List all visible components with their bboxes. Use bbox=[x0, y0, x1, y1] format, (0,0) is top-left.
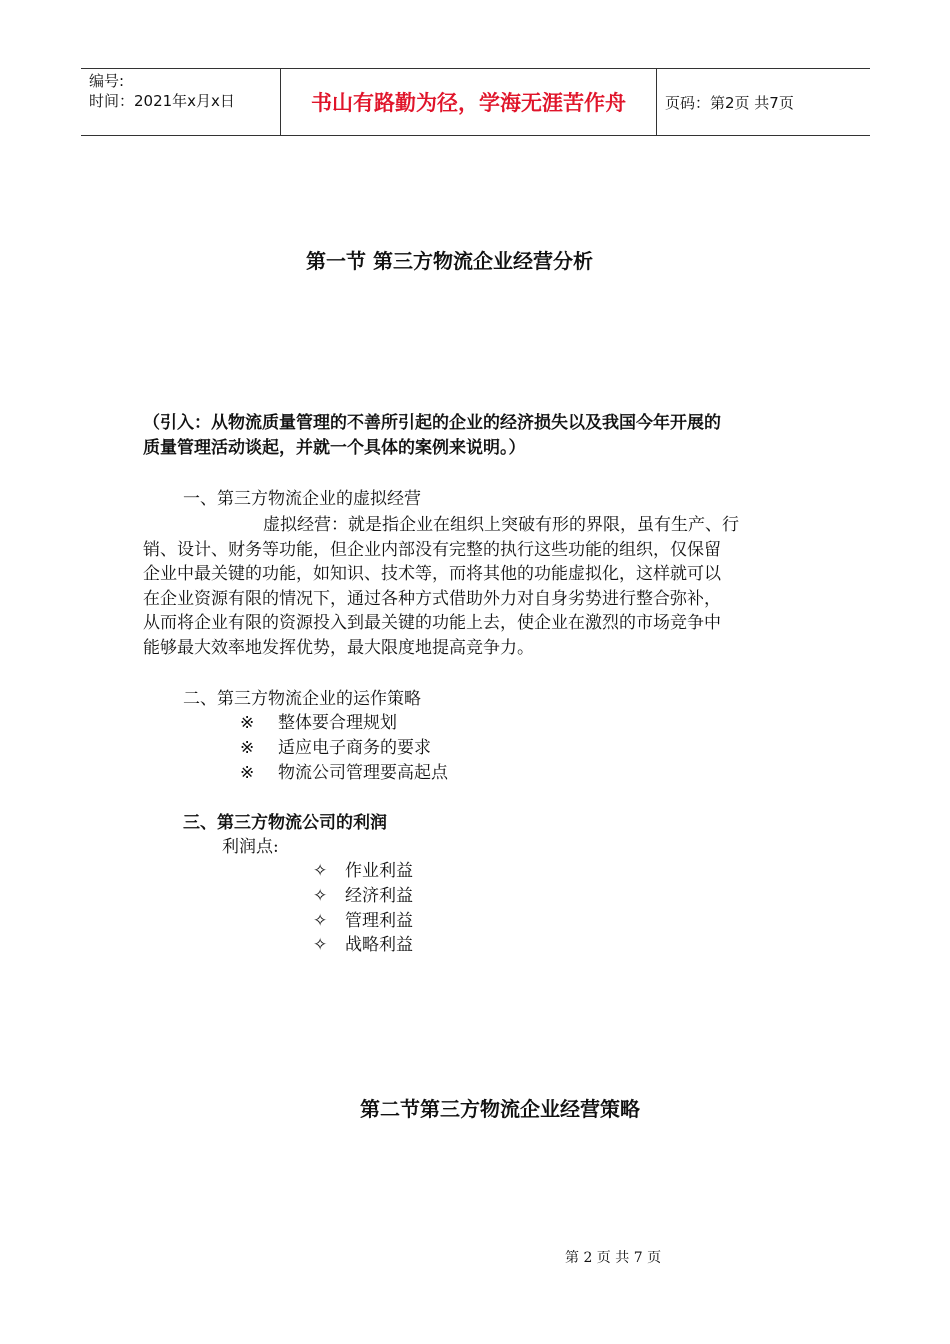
diamond-star-icon: ✧ bbox=[313, 911, 328, 931]
section1-title: 第一节 第三方物流企业经营分析 bbox=[306, 249, 593, 273]
header-page-label: 页码：第2页 共7页 bbox=[665, 93, 794, 112]
part1-line-1: 虚拟经营：就是指企业在组织上突破有形的界限，虽有生产、行 bbox=[263, 515, 739, 535]
part3-sublabel: 利润点: bbox=[222, 837, 279, 857]
diamond-star-icon: ✧ bbox=[313, 861, 328, 881]
diamond-star-icon: ✧ bbox=[313, 935, 328, 955]
intro-line-2: 质量管理活动谈起，并就一个具体的案例来说明。） bbox=[143, 438, 526, 458]
number-label: 编号: bbox=[89, 72, 125, 90]
part1-line-3: 企业中最关键的功能，如知识、技术等，而将其他的功能虚拟化，这样就可以 bbox=[143, 564, 721, 584]
list-item-label: 适应电子商务的要求 bbox=[278, 738, 431, 758]
list-item-label: 物流公司管理要高起点 bbox=[278, 763, 448, 783]
date-label: 时间：2021年x月x日 bbox=[89, 92, 235, 110]
list-item bbox=[313, 881, 413, 906]
reference-mark-icon: ※ bbox=[240, 763, 255, 783]
reference-mark-icon: ※ bbox=[240, 738, 255, 758]
header-motto: 书山有路勤为径，学海无涯苦作舟 bbox=[281, 69, 657, 135]
part1-heading: 一、第三方物流企业的虚拟经营 bbox=[183, 489, 421, 509]
part3-heading: 三、第三方物流公司的利润 bbox=[183, 813, 387, 833]
section2-title: 第二节第三方物流企业经营策略 bbox=[360, 1097, 640, 1121]
list-item-label: 经济利益 bbox=[345, 886, 413, 906]
part1-line-4: 在企业资源有限的情况下，通过各种方式借助外力对自身劣势进行整合弥补， bbox=[143, 589, 721, 609]
reference-mark-icon: ※ bbox=[240, 713, 255, 733]
list-item bbox=[240, 708, 397, 733]
diamond-star-icon: ✧ bbox=[313, 886, 328, 906]
intro-line-1: （引入：从物流质量管理的不善所引起的企业的经济损失以及我国今年开展的 bbox=[143, 413, 721, 433]
part1-line-2: 销、设计、财务等功能，但企业内部没有完整的执行这些功能的组织，仅保留 bbox=[143, 540, 721, 560]
header-meta bbox=[81, 69, 281, 135]
list-item bbox=[313, 856, 413, 881]
list-item bbox=[240, 758, 448, 783]
list-item-label: 战略利益 bbox=[345, 935, 413, 955]
part1-line-6: 能够最大效率地发挥优势，最大限度地提高竞争力。 bbox=[143, 638, 534, 658]
list-item-label: 整体要合理规划 bbox=[278, 713, 397, 733]
list-item-label: 管理利益 bbox=[345, 911, 413, 931]
list-item bbox=[313, 930, 413, 955]
list-item bbox=[240, 733, 431, 758]
list-item-label: 作业利益 bbox=[345, 861, 413, 881]
part2-heading: 二、第三方物流企业的运作策略 bbox=[183, 689, 421, 709]
page-header bbox=[81, 68, 870, 136]
page-footer: 第 2 页 共 7 页 bbox=[565, 1250, 662, 1266]
part1-line-5: 从而将企业有限的资源投入到最关键的功能上去，使企业在激烈的市场竞争中 bbox=[143, 613, 721, 633]
list-item bbox=[313, 906, 413, 931]
